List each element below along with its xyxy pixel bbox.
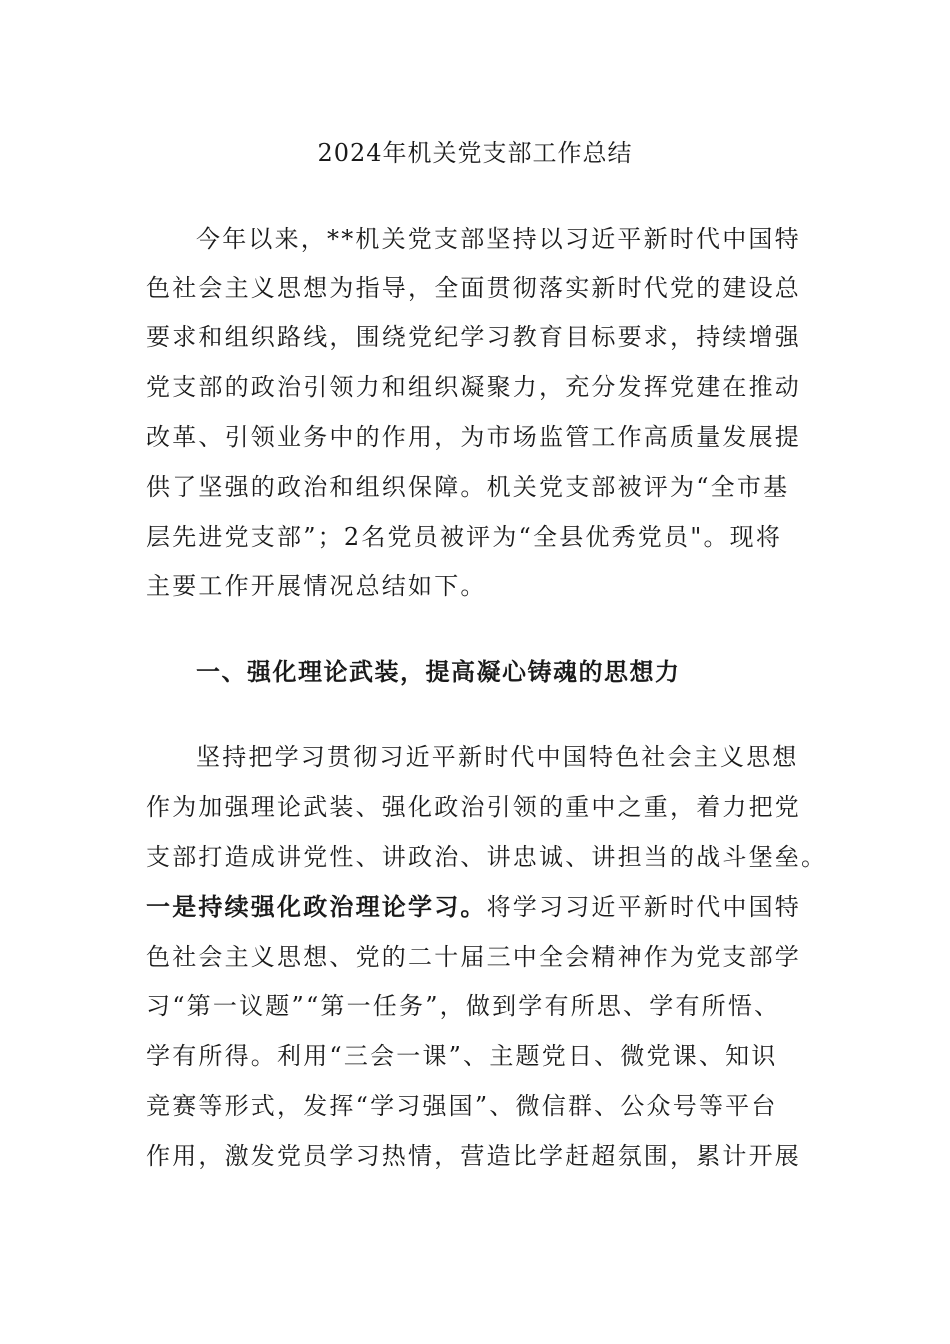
paragraph-line: 坚持把学习贯彻习近平新时代中国特色社会主义思想 [196,743,799,771]
section-heading: 一、强化理论武装，提高凝心铸魂的思想力 [196,657,681,686]
paragraph-line: 作用，激发党员学习热情，营造比学赶超氛围，累计开展 [146,1142,801,1170]
paragraph-line: 竞赛等形式，发挥“学习强国”、微信群、公众号等平台 [146,1092,778,1120]
paragraph-line: 习“第一议题”“第一任务”，做到学有所思、学有所悟、 [146,992,781,1020]
paragraph-text: 将学习习近平新时代中国特 [486,893,802,921]
paragraph-line: 色社会主义思想为指导，全面贯彻落实新时代党的建设总 [146,274,801,302]
paragraph-line: 供了坚强的政治和组织保障。机关党支部被评为“全市基 [146,473,790,501]
paragraph-line: 主要工作开展情况总结如下。 [146,572,487,600]
document-title: 2024年机关党支部工作总结 [317,139,633,167]
paragraph-line: 层先进党支部”；2名党员被评为“全县优秀党员"。现将 [146,523,783,551]
bold-lead-phrase: 一是持续强化政治理论学习。 [146,892,487,921]
paragraph-line: 今年以来，**机关党支部坚持以习近平新时代中国特 [196,225,801,253]
paragraph-line: 作为加强理论武装、强化政治引领的重中之重，着力把党 [146,793,801,821]
paragraph-line: 改革、引领业务中的作用，为市场监管工作高质量发展提 [146,423,801,451]
paragraph-line [146,890,801,924]
paragraph-line: 要求和组织路线，围绕党纪学习教育目标要求，持续增强 [146,323,801,351]
paragraph-line: 支部打造成讲党性、讲政治、讲忠诚、讲担当的战斗堡垒。 [146,843,828,871]
paragraph-line: 学有所得。利用“三会一课”、主题党日、微党课、知识 [146,1042,778,1070]
paragraph-line: 色社会主义思想、党的二十届三中全会精神作为党支部学 [146,943,801,971]
paragraph-line: 党支部的政治引领力和组织凝聚力，充分发挥党建在推动 [146,373,801,401]
